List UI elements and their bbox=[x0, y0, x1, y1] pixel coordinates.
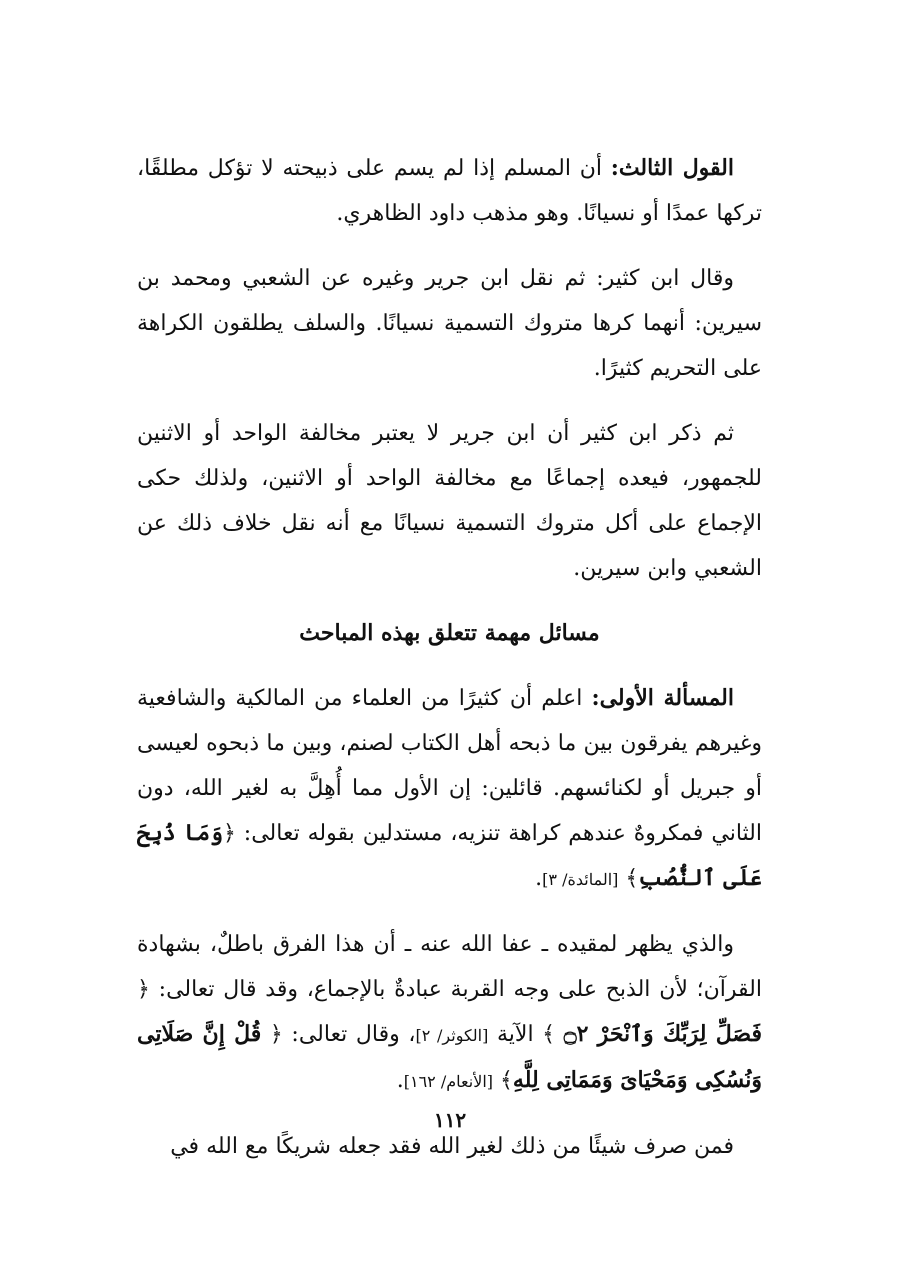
quran-bracket-close: ﴾ bbox=[542, 1022, 556, 1047]
page-number: ١١٢ bbox=[433, 1108, 467, 1132]
quran-bracket-close: ﴾ bbox=[625, 866, 639, 891]
quran-verse: قُلْ إِنَّ صَلَاتِى وَنُسُكِى وَمَحْيَاىَ وَمَمَاتِى لِلَّهِ bbox=[137, 1021, 762, 1093]
paragraph-text: ، وقال تعالى: bbox=[282, 1022, 416, 1047]
paragraph-lead: القول الثالث: bbox=[610, 155, 734, 181]
quran-bracket-open: ﴿ bbox=[269, 1022, 283, 1047]
paragraph-lead: المسألة الأولى: bbox=[591, 685, 735, 711]
paragraph-text: اعلم أن كثيرًا من العلماء من المالكية والشافعية وغيرهم يفرقون بين ما ذبحه أهل الكتاب لصنم، وبين ما ذبحوه لعيسى أو جبريل أو لكنائسهم. قائلين: إن الأول مما أُهِلَّ به لغير الله، دون الثاني فمكروهٌ عندهم كراهة تنزيه، مستدلين بقوله تعالى: bbox=[137, 686, 762, 846]
verse-reference: [المائدة/ ٣] bbox=[542, 870, 619, 889]
page-body bbox=[137, 146, 762, 1187]
quran-verse: فَصَلِّ لِرَبِّكَ وَٱنْحَرْ ۝٢ bbox=[563, 1021, 762, 1047]
quran-bracket-open: ﴿ bbox=[222, 821, 236, 846]
paragraph-author-view bbox=[137, 922, 762, 1104]
section-heading: مسائل مهمة تتعلق بهذه المباحث bbox=[299, 620, 600, 646]
paragraph-text: أن المسلم إذا لم يسم على ذبيحته لا تؤكل مطلقًا، تركها عمدًا أو نسيانًا. وهو مذهب داود الظاهري. bbox=[137, 156, 762, 226]
paragraph-first-issue bbox=[137, 676, 762, 902]
paragraph-text: فمن صرف شيئًا من ذلك لغير الله فقد جعله شريكًا مع الله في bbox=[170, 1134, 734, 1159]
paragraph-text: الآية bbox=[488, 1022, 543, 1047]
sentence-end: . bbox=[396, 1068, 404, 1093]
paragraph-text: وقال ابن كثير: ثم نقل ابن جرير وغيره عن الشعبي ومحمد بن سيرين: أنهما كرها متروك التسمية نسيانًا. والسلف يطلقون الكراهة على التحريم كثيرًا. bbox=[137, 266, 762, 381]
paragraph-ibn-jarir bbox=[137, 411, 762, 591]
paragraph-ibn-kathir-quote bbox=[137, 256, 762, 391]
quran-bracket-close: ﴾ bbox=[500, 1068, 513, 1093]
quran-verse: وَمَا ذُبِحَ عَلَى ٱلنُّصُبِ bbox=[137, 820, 762, 891]
paragraph-text: ثم ذكر ابن كثير أن ابن جرير لا يعتبر مخالفة الواحد أو الاثنين للجمهور، فيعده إجماعًا مع مخالفة الواحد أو الاثنين، ولذلك حكى الإجماع على أكل متروك التسمية نسيانًا مع أنه نقل خلاف ذلك عن الشعبي وابن سيرين. bbox=[137, 421, 762, 581]
quran-bracket-open: ﴿ bbox=[137, 977, 150, 1002]
verse-reference: [الكوثر/ ٢] bbox=[415, 1026, 489, 1045]
verse-reference: [الأنعام/ ١٦٢] bbox=[403, 1072, 494, 1091]
sentence-end: . bbox=[535, 866, 543, 891]
paragraph-third-opinion bbox=[137, 146, 762, 236]
paragraph-text: والذي يظهر لمقيده ـ عفا الله عنه ـ أن هذا الفرق باطلٌ، بشهادة القرآن؛ لأن الذبح على وجه القربة عبادةٌ بالإجماع، وقد قال تعالى: bbox=[137, 932, 762, 1002]
